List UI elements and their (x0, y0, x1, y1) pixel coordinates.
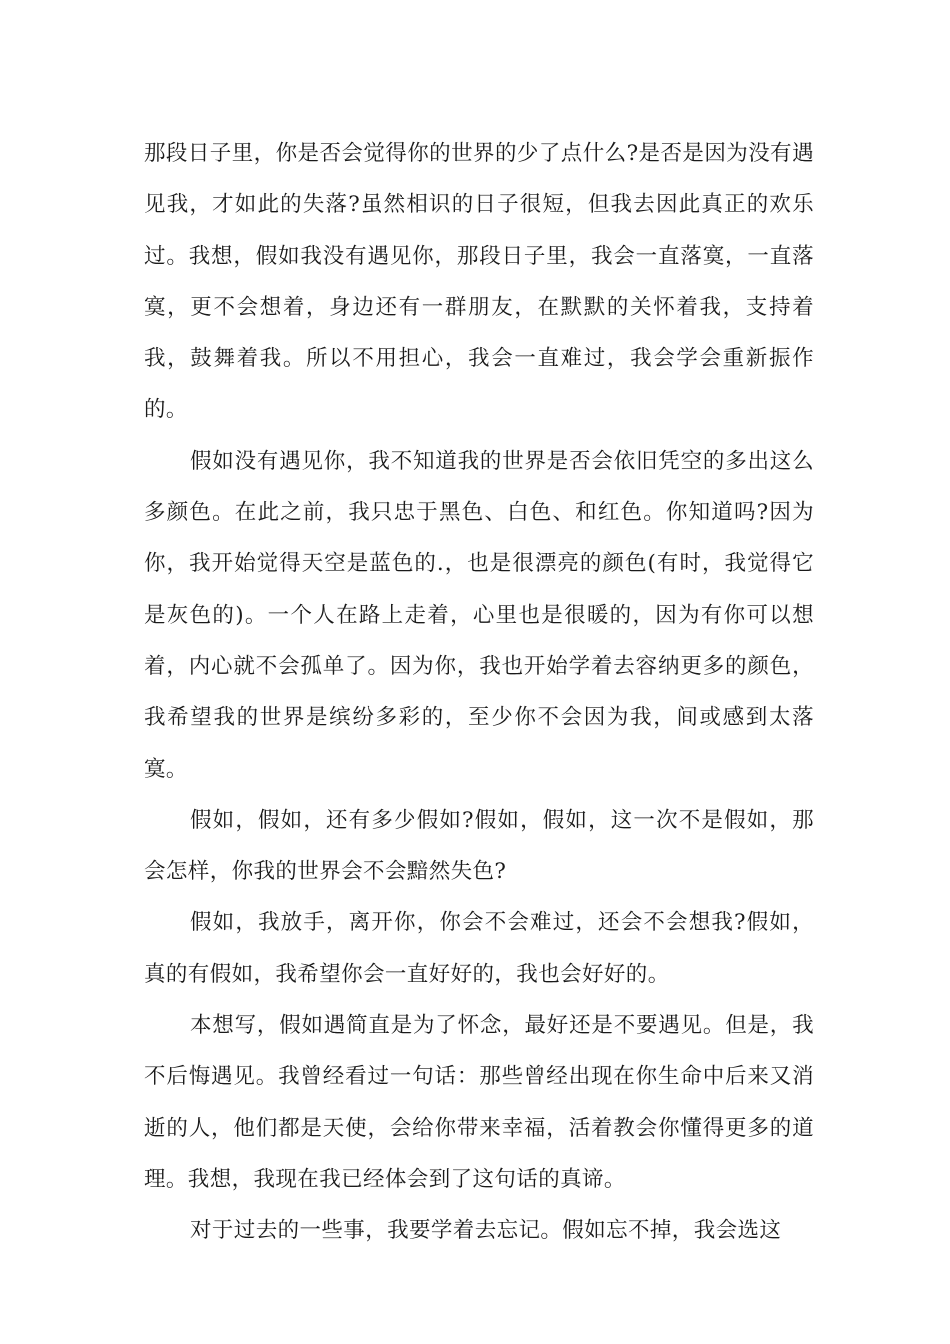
paragraph-5: 本想写，假如遇简直是为了怀念，最好还是不要遇见。但是，我不后悔遇见。我曾经看过一句话：那些曾经出现在你生命中后来又消逝的人，他们都是天使，会给你带来幸福，活着教会你懂得更多的道理。我想，我现在我已经体会到了这句话的真谛。 (144, 1013, 814, 1192)
paragraph-4: 假如，我放手，离开你，你会不会难过，还会不会想我?假如，真的有假如，我希望你会一直好好的，我也会好好的。 (144, 910, 814, 987)
paragraph-1: 那段日子里，你是否会觉得你的世界的少了点什么?是否是因为没有遇见我，才如此的失落?虽然相识的日子很短，但我去因此真正的欢乐过。我想，假如我没有遇见你，那段日子里，我会一直落寞，一直落寞，更不会想着，身边还有一群朋友，在默默的关怀着我，支持着我，鼓舞着我。所以不用担心，我会一直难过，我会学会重新振作的。 (144, 141, 814, 423)
paragraph-6: 对于过去的一些事，我要学着去忘记。假如忘不掉，我会选这 (190, 1218, 782, 1244)
document-body (144, 128, 814, 1257)
paragraph-2: 假如没有遇见你，我不知道我的世界是否会依旧凭空的多出这么多颜色。在此之前，我只忠于黑色、白色、和红色。你知道吗?因为你，我开始觉得天空是蓝色的.，也是很漂亮的颜色(有时，我觉得它是灰色的)。一个人在路上走着，心里也是很暖的，因为有你可以想着，内心就不会孤单了。因为你，我也开始学着去容纳更多的颜色，我希望我的世界是缤纷多彩的，至少你不会因为我，间或感到太落寞。 (144, 448, 814, 782)
paragraph-3: 假如，假如，还有多少假如?假如，假如，这一次不是假如，那会怎样，你我的世界会不会黯然失色? (144, 807, 814, 885)
